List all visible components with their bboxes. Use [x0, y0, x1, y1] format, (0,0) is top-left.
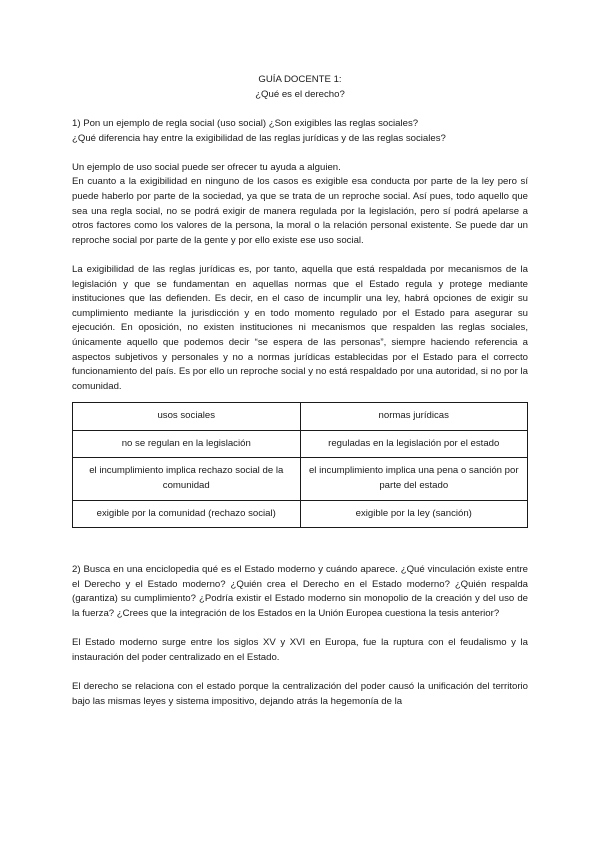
answer-1-paragraph-1: Un ejemplo de uso social puede ser ofrecer tu ayuda a alguien. [72, 161, 341, 173]
document-subtitle: ¿Qué es el derecho? [255, 89, 345, 100]
table-row [73, 430, 528, 458]
table-header-cell: usos sociales [73, 403, 301, 431]
answer-1-paragraph-3: La exigibilidad de las reglas jurídicas es, por tanto, aquella que está respaldada por mecanismos de la legislación y que se fundamentan en aquellas normas que el Estado regula y protege mediante instituciones que las defienden. Es decir, en el caso de incumplir una ley, habrá opciones de exigir su cumplimiento mediante la jurisdicción y en todo momento regulado por el Estado para asegurar su ejecución. En oposición, no existen instituciones ni mecanismos que respalden las reglas sociales, únicamente aquello que podemos decir “se espera de las personas”, siempre haciendo referencia a aspectos subjetivos y personales y no a normas jurídicas establecidas por el Estado para el correcto funcionamiento del país. Es por ello un reproche social y no está respaldado por una autoridad, si no por la comunidad. [72, 263, 528, 392]
table-cell: el incumplimiento implica una pena o sanción por parte del estado [300, 458, 528, 500]
table-cell: no se regulan en la legislación [73, 430, 301, 458]
table-cell: reguladas en la legislación por el estado [300, 430, 528, 458]
question-1-line-1: 1) Pon un ejemplo de regla social (uso social) ¿Son exigibles las reglas sociales? [72, 118, 419, 129]
question-2: 2) Busca en una enciclopedia qué es el Estado moderno y cuándo aparece. ¿Qué vinculación existe entre el Derecho y el Estado moderno? ¿Quién crea el Derecho en el Estado moderno? ¿Quién respalda (garantiza) su cumplimiento? ¿Podría existir el Estado moderno sin monopolio de la creación y del uso de la fuerza? ¿Crees que la integración de los Estados en la Unión Europea cuestiona la tesis anterior? [72, 564, 528, 620]
table-cell: exigible por la comunidad (rechazo social) [73, 500, 301, 528]
table-cell: el incumplimiento implica rechazo social de la comunidad [73, 458, 301, 500]
document-title: GUÍA DOCENTE 1: [258, 74, 342, 85]
answer-2-paragraph-1: El Estado moderno surge entre los siglos XV y XVI en Europa, fue la ruptura con el feudalismo y la instauración del poder centralizado en el Estado. [72, 637, 528, 663]
table-header-cell: normas jurídicas [300, 403, 528, 431]
table-row [73, 403, 528, 431]
answer-1-paragraph-2: En cuanto a la exigibilidad en ninguno de los casos es exigible esa conducta por parte de la ley pero sí puede haberlo por parte de la sociedad, ya que se trata de un reproche social. Así pues, todo aquello que sea una regla social, no se podrá exigir de manera regulada por la legislación, pero sí podrá apelarse a otros factores como los valores de la persona, la moral o la relación personal existente. Se puede dar un reproche social por parte de la gente y por ello existe ese uso social. [72, 176, 528, 246]
table-row [73, 458, 528, 500]
answer-2-paragraph-2: El derecho se relaciona con el estado porque la centralización del poder causó la unificación del territorio bajo las mismas leyes y sistema impositivo, dejando atrás la hegemonía de la [72, 681, 528, 707]
table-row [73, 500, 528, 528]
question-1-line-2: ¿Qué diferencia hay entre la exigibilidad de las reglas jurídicas y de las reglas sociales? [72, 132, 446, 144]
comparison-table [72, 402, 528, 528]
table-cell: exigible por la ley (sanción) [300, 500, 528, 528]
document-page [72, 72, 528, 709]
